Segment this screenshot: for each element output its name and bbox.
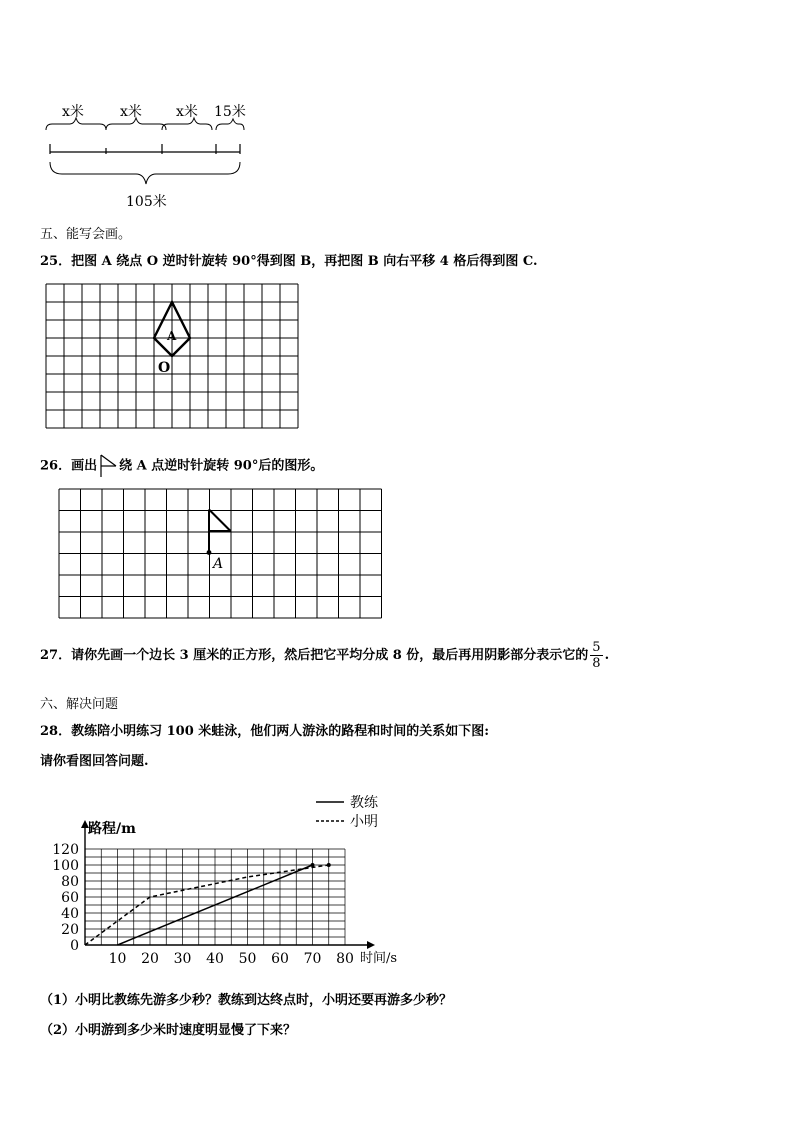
x-tick-label: 40 [206, 951, 224, 967]
point-a-label: A [213, 556, 224, 572]
question-27 [40, 640, 609, 671]
q28-sub-question-2: （2）小明游到多少米时速度明显慢了下来？ [40, 1023, 297, 1038]
question-26 [40, 454, 323, 478]
point-o-label: O [158, 360, 171, 376]
segment-total-label: 105米 [126, 194, 167, 210]
q26-grid-figure [58, 488, 384, 620]
x-tick-label: 50 [238, 951, 257, 967]
segment-label-3: x米 [176, 104, 198, 120]
q25-grid-figure [44, 282, 302, 432]
question-25: 25．把图 A 绕点 O 逆时针旋转 90°得到图 B，再把图 B 向右平移 4 格后得到图 C. [40, 254, 538, 269]
fraction-five-eighths [590, 640, 602, 671]
q27-period: . [604, 648, 610, 663]
y-tick-label: 0 [70, 938, 79, 954]
legend-label-coach: 教练 [350, 795, 378, 811]
chart-axes [81, 820, 375, 949]
x-tick-label: 20 [141, 951, 159, 967]
chart-legend [316, 794, 379, 830]
y-tick-label: 40 [61, 906, 79, 922]
x-tick-label: 60 [271, 951, 289, 967]
segment-diagram [40, 96, 260, 216]
segment-label-2: x米 [120, 104, 142, 120]
series-end-point [311, 863, 315, 867]
q28-line-chart [40, 788, 420, 976]
series-end-point [327, 863, 331, 867]
point-a-dot [207, 550, 212, 555]
x-tick-label: 70 [303, 951, 322, 967]
x-axis-arrow [367, 941, 375, 949]
y-tick-label: 120 [52, 842, 79, 858]
y-tick-label: 80 [61, 874, 79, 890]
chart-grid [85, 849, 345, 945]
section-6-title: 六、解决问题 [40, 697, 119, 712]
figure-a-label: A [167, 329, 177, 343]
section-5-title: 五、能写会画。 [40, 227, 132, 242]
segment-label-1: x米 [62, 104, 84, 120]
x-tick-label: 10 [108, 951, 127, 967]
x-tick-label: 80 [336, 951, 354, 967]
q27-text: 27．请你先画一个边长 3 厘米的正方形，然后把它平均分成 8 份，最后再用阴影部分表示它的 [40, 648, 589, 663]
question-28: 28．教练陪小明练习 100 米蛙泳，他们两人游泳的路程和时间的关系如下图: [40, 724, 490, 739]
chart-ticks [52, 842, 354, 967]
x-tick-label: 30 [173, 951, 192, 967]
q28-instruction: 请你看图回答问题. [40, 754, 149, 769]
fraction-numerator: 5 [592, 640, 601, 655]
q26-suffix: 绕 A 点逆时针旋转 90°后的图形。 [119, 458, 324, 474]
y-tick-label: 20 [61, 922, 79, 938]
flag-shape-icon [98, 454, 118, 478]
fraction-denominator: 8 [592, 656, 601, 671]
q28-sub-question-1: （1）小明比教练先游多少秒？教练到达终点时，小明还要再游多少秒？ [40, 993, 453, 1008]
y-tick-label: 60 [61, 890, 79, 906]
chart-series [85, 863, 331, 945]
legend-label-xiaoming: 小明 [350, 814, 378, 830]
y-axis-label: 路程/m [88, 821, 136, 837]
segment-label-4: 15米 [214, 104, 246, 120]
q26-grid [59, 489, 382, 618]
y-tick-label: 100 [52, 858, 79, 874]
x-axis-label: 时间/s [360, 951, 398, 966]
q26-prefix: 26．画出 [40, 458, 98, 474]
